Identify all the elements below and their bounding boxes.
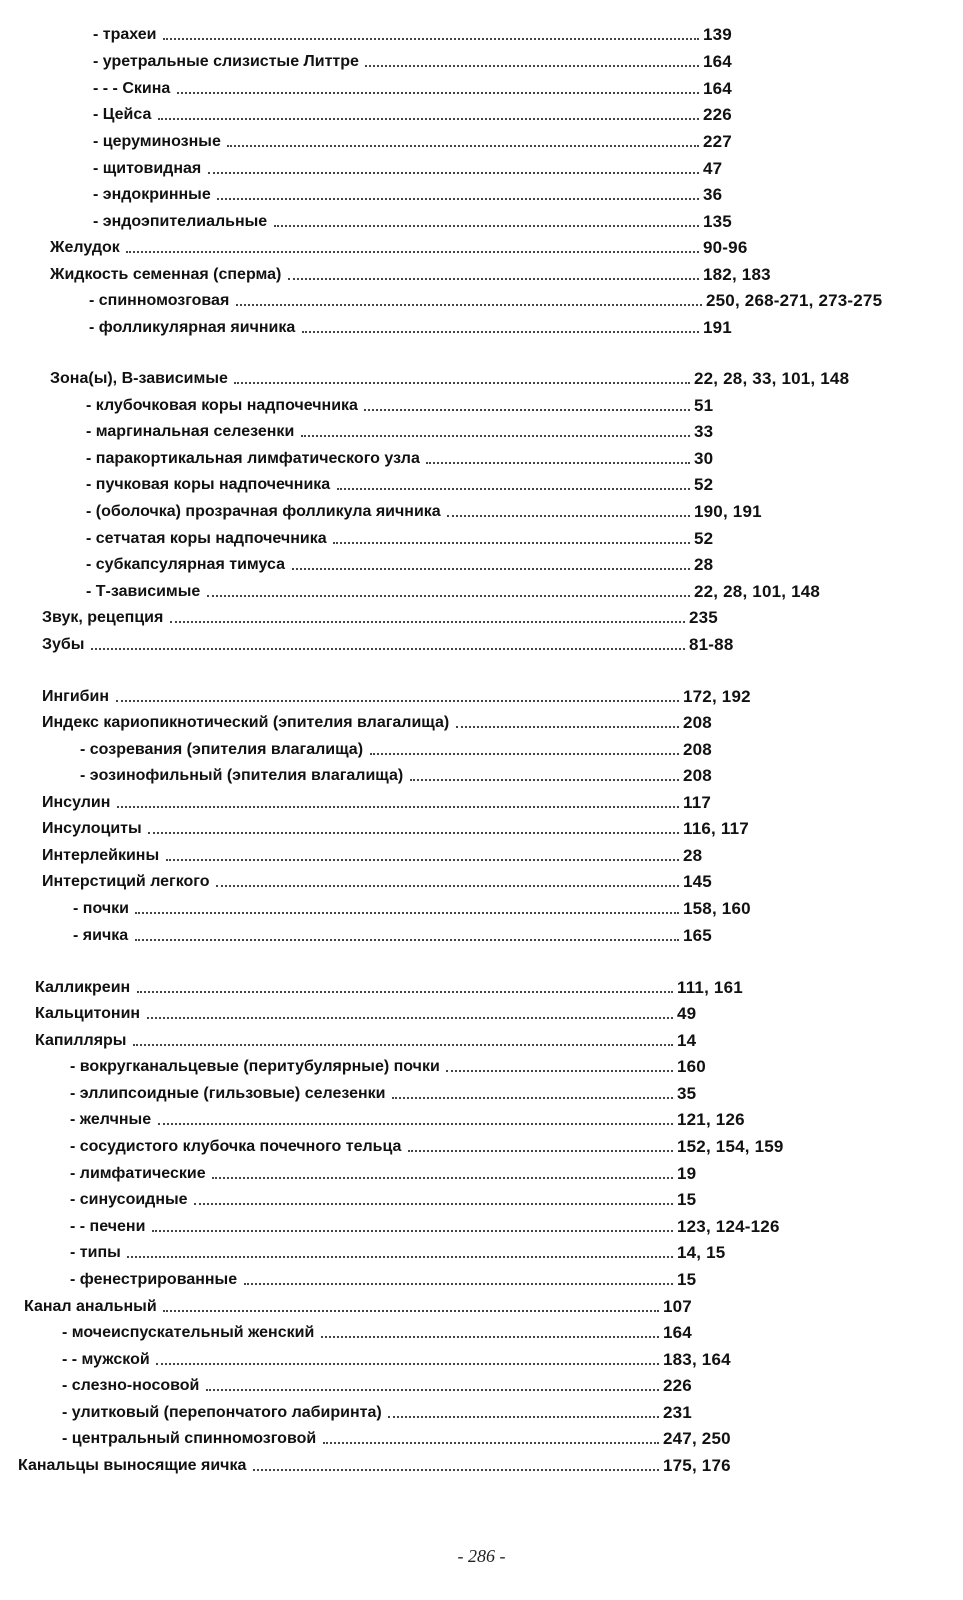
index-entry xyxy=(42,792,943,814)
index-page-refs: 52 xyxy=(694,529,714,548)
dot-leader xyxy=(133,1044,673,1046)
index-entry xyxy=(42,686,943,708)
index-term: - спинномозговая xyxy=(89,292,230,309)
dot-leader xyxy=(158,118,699,120)
dot-leader xyxy=(408,1150,673,1152)
index-entry xyxy=(70,1056,937,1078)
dot-leader xyxy=(158,1123,673,1125)
index-entry xyxy=(93,24,963,46)
index-page-refs: 247, 250 xyxy=(663,1429,731,1448)
index-entry xyxy=(73,898,943,920)
index-page-refs: 22, 28, 33, 101, 148 xyxy=(694,369,850,388)
dot-leader xyxy=(170,621,685,623)
index-entry xyxy=(93,78,963,100)
index-page-refs: 208 xyxy=(683,713,712,732)
dot-leader xyxy=(177,92,699,94)
index-entry xyxy=(62,1349,923,1371)
index-entry xyxy=(80,765,943,787)
dot-leader xyxy=(274,225,699,227)
index-term: - лимфатические xyxy=(70,1165,206,1182)
index-page-refs: 208 xyxy=(683,766,712,785)
index-entry xyxy=(62,1322,923,1344)
index-entry xyxy=(42,607,949,629)
index-page-refs: 139 xyxy=(703,25,732,44)
index-entry xyxy=(86,474,954,496)
index-term: Канал анальный xyxy=(24,1298,157,1315)
index-page-refs: 22, 28, 101, 148 xyxy=(694,582,821,601)
index-entry xyxy=(70,1242,937,1264)
index-entry xyxy=(42,818,943,840)
dot-leader xyxy=(302,331,699,333)
dot-leader xyxy=(163,1310,659,1312)
index-entry xyxy=(35,1030,937,1052)
index-page-refs: 117 xyxy=(683,793,712,812)
index-page-refs: 28 xyxy=(694,555,714,574)
dot-leader xyxy=(212,1177,673,1179)
index-term: Калликреин xyxy=(35,979,131,996)
index-term: - сетчатая коры надпочечника xyxy=(86,530,327,547)
index-page-refs: 14 xyxy=(677,1031,697,1050)
dot-leader xyxy=(244,1283,673,1285)
index-term: - паракортикальная лимфатического узла xyxy=(86,450,420,467)
dot-leader xyxy=(446,1070,673,1072)
index-page-refs: 250, 268-271, 273-275 xyxy=(706,291,883,310)
index-term: - - - Скина xyxy=(93,80,171,97)
index-term: - почки xyxy=(73,900,129,917)
index-term: - церуминозные xyxy=(93,133,221,150)
index-term: Канальцы выносящие яичка xyxy=(18,1457,247,1474)
dot-leader xyxy=(127,1256,673,1258)
index-entry xyxy=(70,1216,937,1238)
dot-leader xyxy=(410,779,679,781)
dot-leader xyxy=(135,939,679,941)
index-page-refs: 226 xyxy=(703,105,732,124)
index-entry xyxy=(89,290,963,312)
index-term: - слезно-носовой xyxy=(62,1377,200,1394)
index-page-refs: 123, 124-126 xyxy=(677,1217,780,1236)
index-entry xyxy=(73,925,943,947)
index-term: - субкапсулярная тимуса xyxy=(86,556,286,573)
index-entry xyxy=(93,211,963,233)
dot-leader xyxy=(152,1230,673,1232)
dot-leader xyxy=(370,753,679,755)
index-page-refs: 107 xyxy=(663,1297,692,1316)
index-page-refs: 52 xyxy=(694,475,714,494)
dot-leader xyxy=(135,912,679,914)
index-page-refs: 235 xyxy=(689,608,718,627)
index-term: - яичка xyxy=(73,927,129,944)
dot-leader xyxy=(234,382,690,384)
index-entry xyxy=(70,1083,937,1105)
index-term: - - мужской xyxy=(62,1351,150,1368)
dot-leader xyxy=(206,1389,659,1391)
index-term: - щитовидная xyxy=(93,160,202,177)
dot-leader xyxy=(194,1203,673,1205)
index-page-refs: 111, 161 xyxy=(677,978,743,997)
index-entry xyxy=(70,1269,937,1291)
index-term: - сосудистого клубочка почечного тельца xyxy=(70,1138,402,1155)
index-page-refs: 172, 192 xyxy=(683,687,751,706)
index-entry xyxy=(93,184,963,206)
index-page-refs: 19 xyxy=(677,1164,697,1183)
index-entry xyxy=(93,104,963,126)
index-entry xyxy=(70,1136,937,1158)
dot-leader xyxy=(117,806,679,808)
index-page-refs: 51 xyxy=(694,396,714,415)
dot-leader xyxy=(292,568,690,570)
index-term: - синусоидные xyxy=(70,1191,188,1208)
index-term: - улитковый (перепончатого лабиринта) xyxy=(62,1404,382,1421)
index-page-refs: 190, 191 xyxy=(694,502,762,521)
index-term: - типы xyxy=(70,1244,121,1261)
dot-leader xyxy=(333,542,690,544)
index-entry xyxy=(35,1003,937,1025)
index-term: - клубочковая коры надпочечника xyxy=(86,397,358,414)
index-page-refs: 183, 164 xyxy=(663,1350,731,1369)
index-term: - Цейса xyxy=(93,106,152,123)
index-entry xyxy=(70,1163,937,1185)
index-page-refs: 164 xyxy=(663,1323,692,1342)
index-entry xyxy=(62,1375,923,1397)
dot-leader xyxy=(321,1336,659,1338)
index-entry xyxy=(86,528,954,550)
dot-leader xyxy=(116,700,679,702)
index-entry xyxy=(86,421,954,443)
index-term: - центральный спинномозговой xyxy=(62,1430,317,1447)
index-entry xyxy=(89,317,963,339)
dot-leader xyxy=(426,462,690,464)
index-term: - - печени xyxy=(70,1218,146,1235)
index-entry xyxy=(42,712,943,734)
index-entry xyxy=(42,634,949,656)
dot-leader xyxy=(323,1442,659,1444)
dot-leader xyxy=(288,278,699,280)
dot-leader xyxy=(148,832,679,834)
dot-leader xyxy=(207,595,690,597)
index-page-refs: 15 xyxy=(677,1190,697,1209)
index-page-refs: 175, 176 xyxy=(663,1456,731,1475)
index-term: - эндоэпителиальные xyxy=(93,213,268,230)
dot-leader xyxy=(447,515,690,517)
index-page-refs: 152, 154, 159 xyxy=(677,1137,784,1156)
index-entry xyxy=(62,1402,923,1424)
dot-leader xyxy=(126,251,699,253)
index-term: - уретральные слизистые Литтре xyxy=(93,53,359,70)
index-term: Инсулоциты xyxy=(42,820,142,837)
index-page-refs: 231 xyxy=(663,1403,692,1422)
dot-leader xyxy=(236,304,702,306)
index-term: - пучковая коры надпочечника xyxy=(86,476,331,493)
index-term: Капилляры xyxy=(35,1032,127,1049)
index-entry xyxy=(18,1455,923,1477)
index-entry xyxy=(62,1428,923,1450)
index-term: - Т-зависимые xyxy=(86,583,201,600)
index-page-refs: 35 xyxy=(677,1084,697,1103)
dot-leader xyxy=(217,198,699,200)
index-entry xyxy=(35,977,937,999)
index-entry xyxy=(70,1109,937,1131)
dot-leader xyxy=(253,1469,659,1471)
index-entry xyxy=(42,845,943,867)
index-entry xyxy=(50,237,963,259)
index-page-refs: 15 xyxy=(677,1270,697,1289)
index-page-refs: 158, 160 xyxy=(683,899,751,918)
index-term: Зубы xyxy=(42,636,85,653)
index-page-refs: 165 xyxy=(683,926,712,945)
index-page-refs: 30 xyxy=(694,449,714,468)
dot-leader xyxy=(137,991,673,993)
index-entry xyxy=(86,501,954,523)
dot-leader xyxy=(227,145,699,147)
index-term: Индекс кариопикнотический (эпителия влагалища) xyxy=(42,714,450,731)
index-page-refs: 182, 183 xyxy=(703,265,771,284)
index-page-refs: 33 xyxy=(694,422,714,441)
index-page-refs: 49 xyxy=(677,1004,697,1023)
index-page-refs: 227 xyxy=(703,132,732,151)
dot-leader xyxy=(166,859,679,861)
dot-leader xyxy=(156,1363,659,1365)
index-entry xyxy=(86,395,954,417)
dot-leader xyxy=(337,488,690,490)
index-entry xyxy=(93,131,963,153)
index-page-refs: 135 xyxy=(703,212,732,231)
index-term: - мочеиспускательный женский xyxy=(62,1324,315,1341)
index-term: - трахеи xyxy=(93,26,157,43)
index-entry xyxy=(50,368,954,390)
index-term: - эозинофильный (эпителия влагалища) xyxy=(80,767,404,784)
page-number: - 286 - xyxy=(457,1546,506,1566)
index-term: Инсулин xyxy=(42,794,111,811)
dot-leader xyxy=(216,885,679,887)
index-term: Зона(ы), В-зависимые xyxy=(50,370,228,387)
index-entry xyxy=(86,581,954,603)
dot-leader xyxy=(365,65,699,67)
index-term: Кальцитонин xyxy=(35,1005,141,1022)
index-page-refs: 226 xyxy=(663,1376,692,1395)
index-page-refs: 47 xyxy=(703,159,723,178)
index-term: - желчные xyxy=(70,1111,152,1128)
index-entry xyxy=(93,51,963,73)
index-term: Желудок xyxy=(50,239,120,256)
index-entry xyxy=(86,448,954,470)
dot-leader xyxy=(392,1097,673,1099)
index-page-refs: 164 xyxy=(703,52,732,71)
index-term: Ингибин xyxy=(42,688,110,705)
index-term: - (оболочка) прозрачная фолликула яичника xyxy=(86,503,441,520)
index-entry xyxy=(50,264,963,286)
index-term: - фолликулярная яичника xyxy=(89,319,296,336)
index-entry xyxy=(42,871,943,893)
index-term: - вокругканальцевые (перитубулярные) почки xyxy=(70,1058,440,1075)
index-term: - эндокринные xyxy=(93,186,211,203)
index-entry xyxy=(70,1189,937,1211)
index-term: Звук, рецепция xyxy=(42,609,164,626)
index-term: - созревания (эпителия влагалища) xyxy=(80,741,364,758)
index-term: - фенестрированные xyxy=(70,1271,238,1288)
index-page-refs: 121, 126 xyxy=(677,1110,745,1129)
index-page-refs: 90-96 xyxy=(703,238,748,257)
index-term: - маргинальная селезенки xyxy=(86,423,295,440)
index-entry xyxy=(93,158,963,180)
index-page-refs: 208 xyxy=(683,740,712,759)
dot-leader xyxy=(208,172,699,174)
index-entry xyxy=(80,739,943,761)
index-term: Интерлейкины xyxy=(42,847,160,864)
dot-leader xyxy=(147,1017,673,1019)
index-page-refs: 36 xyxy=(703,185,723,204)
dot-leader xyxy=(388,1416,659,1418)
index-page-refs: 116, 117 xyxy=(683,819,749,838)
index-term: Интерстиций легкого xyxy=(42,873,210,890)
index-entry xyxy=(24,1296,923,1318)
dot-leader xyxy=(456,726,679,728)
index-page-refs: 160 xyxy=(677,1057,706,1076)
index-entry xyxy=(86,554,954,576)
dot-leader xyxy=(364,409,690,411)
index-page-refs: 164 xyxy=(703,79,732,98)
index-page-refs: 28 xyxy=(683,846,703,865)
index-page-refs: 145 xyxy=(683,872,712,891)
dot-leader xyxy=(301,435,690,437)
dot-leader xyxy=(91,648,685,650)
dot-leader xyxy=(163,38,699,40)
index-term: Жидкость семенная (сперма) xyxy=(50,266,282,283)
index-page-refs: 14, 15 xyxy=(677,1243,726,1262)
index-term: - эллипсоидные (гильзовые) селезенки xyxy=(70,1085,386,1102)
index-page-refs: 191 xyxy=(703,318,732,337)
index-page-refs: 81-88 xyxy=(689,635,734,654)
